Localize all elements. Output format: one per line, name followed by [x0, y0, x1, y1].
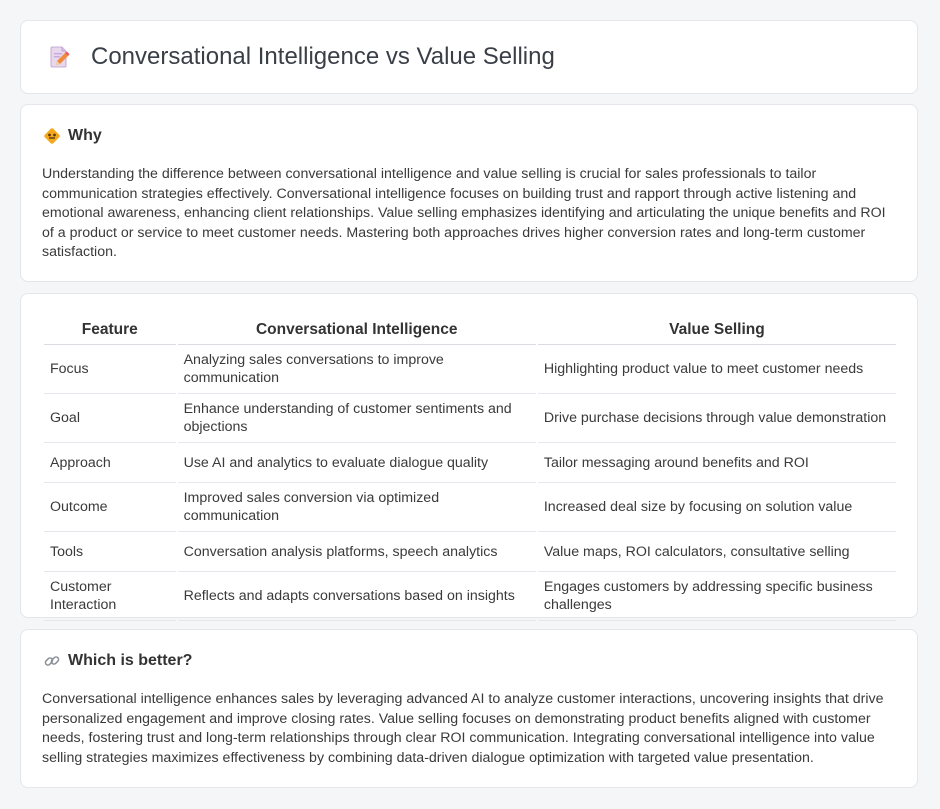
table-row	[44, 345, 896, 394]
why-title: Why	[68, 127, 102, 144]
row-vs-value: Tailor messaging around benefits and ROI	[538, 443, 896, 483]
comparison-card	[20, 293, 918, 618]
table-row	[44, 532, 896, 572]
row-ci-value: Improved sales conversion via optimized communication	[178, 483, 536, 532]
table-header-row	[44, 312, 896, 345]
comparison-table	[42, 312, 898, 621]
why-card	[20, 104, 918, 282]
which-better-heading	[43, 652, 192, 670]
diamond-sign-icon	[43, 127, 61, 145]
row-ci-value: Enhance understanding of customer sentiments and objections	[178, 394, 536, 443]
row-feature: Tools	[44, 532, 176, 572]
row-vs-value: Engages customers by addressing specific business challenges	[538, 572, 896, 621]
row-feature: Approach	[44, 443, 176, 483]
row-feature: Customer Interaction	[44, 572, 176, 621]
row-feature: Goal	[44, 394, 176, 443]
row-vs-value: Drive purchase decisions through value demonstration	[538, 394, 896, 443]
why-paragraph: Understanding the difference between conversational intelligence and value selling is crucial for sales professionals to tailor communication strategies effectively. Conversational intelligence focuses on building trust and rapport through active listening and emotional awareness, enhancing client relationships. Value selling emphasizes identifying and articulating the unique benefits and ROI of a product or service to meet customer needs. Mastering both approaches drives higher conversion rates and long-term customer satisfaction.	[42, 166, 886, 260]
table-row	[44, 394, 896, 443]
table-row	[44, 483, 896, 532]
which-better-paragraph: Conversational intelligence enhances sales by leveraging advanced AI to analyze customer interactions, uncovering insights that drive personalized engagement and improve closing rates. Value selling focuses on demonstrating product benefits aligned with customer needs, fostering trust and long-term relationships through clear ROI communication. Integrating conversational intelligence into value selling strategies maximizes effectiveness by combining data-driven dialogue optimization with targeted value presentation.	[42, 691, 884, 766]
table-row	[44, 572, 896, 621]
header-conversational-intelligence: Conversational Intelligence	[178, 312, 536, 345]
row-vs-value: Value maps, ROI calculators, consultative selling	[538, 532, 896, 572]
which-better-card	[20, 629, 918, 788]
row-vs-value: Highlighting product value to meet customer needs	[538, 345, 896, 394]
link-icon	[43, 652, 61, 670]
row-feature: Outcome	[44, 483, 176, 532]
row-ci-value: Use AI and analytics to evaluate dialogue quality	[178, 443, 536, 483]
why-heading	[43, 127, 102, 145]
which-better-title: Which is better?	[68, 652, 193, 669]
table-row	[44, 443, 896, 483]
page-title: Conversational Intelligence vs Value Selling	[91, 43, 555, 70]
row-vs-value: Increased deal size by focusing on solution value	[538, 483, 896, 532]
header-feature: Feature	[44, 312, 176, 345]
row-ci-value: Conversation analysis platforms, speech analytics	[178, 532, 536, 572]
document-pencil-icon	[47, 45, 71, 69]
row-ci-value: Reflects and adapts conversations based on insights	[178, 572, 536, 621]
header-value-selling: Value Selling	[538, 312, 896, 345]
row-ci-value: Analyzing sales conversations to improve communication	[178, 345, 536, 394]
row-feature: Focus	[44, 345, 176, 394]
title-card	[20, 20, 918, 94]
